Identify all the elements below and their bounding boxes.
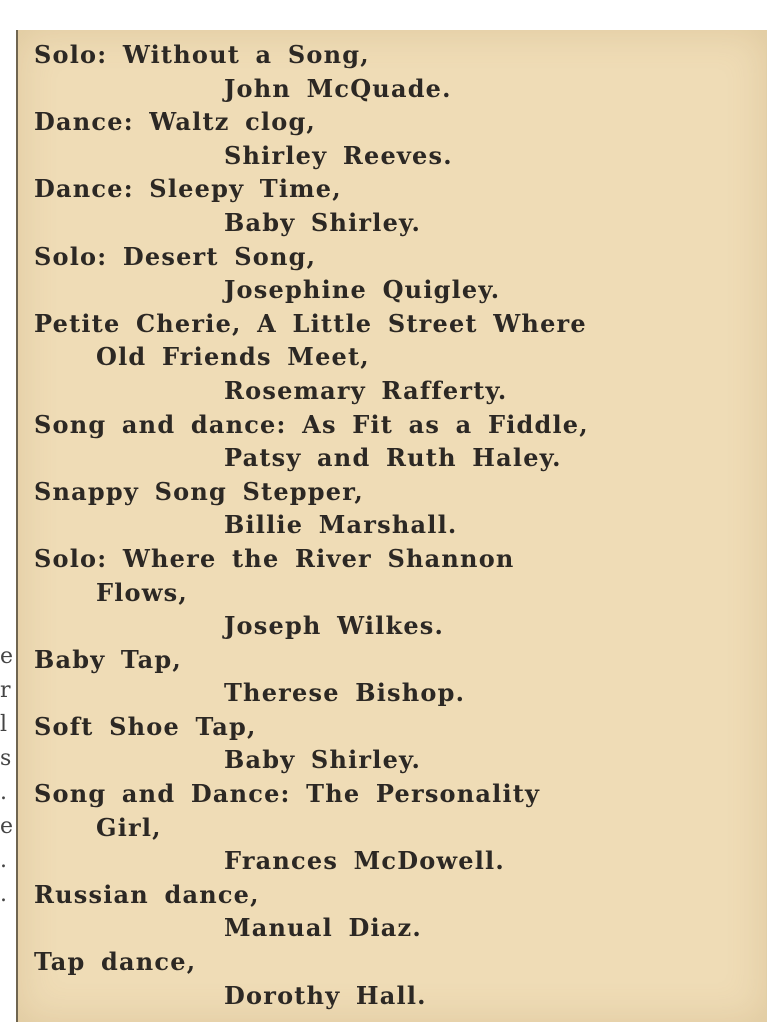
program-item-title: Solo: Without a Song, [34,40,370,69]
program-item-performer: Dorothy Hall. [224,980,427,1010]
program-item-title: Soft Shoe Tap, [34,711,257,741]
edge-fragment: s [0,746,12,771]
program-item-performer: Therese Bishop. [224,678,466,708]
program-item-title: Petite Cherie, A Little Street Where [34,308,587,338]
program-item-title: Baby Tap, [34,644,182,674]
program-item-title: Tap dance, [34,947,197,977]
program-item-title: Snappy Song Stepper, [34,476,364,506]
program-item-title: Song and Dance: The Personality [34,779,541,809]
program-item-title-continued: Old Friends Meet, [96,342,370,372]
program-item-title-continued: Girl, [96,812,162,842]
program-item-title-continued: Flows, [96,577,188,607]
edge-fragment: e [0,644,14,669]
program-item-performer: John McQuade. [224,73,452,103]
edge-fragment: r [0,678,11,703]
edge-fragment: . [0,848,7,873]
program-item-performer: Rosemary Rafferty. [224,375,508,405]
edge-fragment: . [0,882,7,907]
program-item-performer: Billie Marshall. [224,510,458,540]
edge-fragment: . [0,780,7,805]
newspaper-clipping [16,30,767,1022]
edge-fragment: l [0,712,8,737]
program-item-performer: Patsy and Ruth Haley. [224,443,562,473]
program-item-title: Solo: Desert Song, [34,241,317,271]
program-list [34,38,674,1012]
program-item-title: Solo: Where the River Shannon [34,543,515,573]
program-item-title: Russian dance, [34,879,260,909]
program-item-performer: Baby Shirley. [224,745,421,775]
program-item-performer: Manual Diaz. [224,913,422,943]
program-item-performer: Joseph Wilkes. [224,611,445,641]
program-item-performer: Josephine Quigley. [224,275,501,305]
program-item-performer: Frances McDowell. [224,846,505,876]
program-item-title: Dance: Waltz clog, [34,107,316,137]
program-item-title: Song and dance: As Fit as a Fiddle, [34,409,589,439]
adjacent-column-fragment [0,640,14,980]
edge-fragment: e [0,814,14,839]
program-item-performer: Baby Shirley. [224,207,421,237]
program-item-title: Dance: Sleepy Time, [34,174,342,204]
program-item-performer: Shirley Reeves. [224,140,453,170]
